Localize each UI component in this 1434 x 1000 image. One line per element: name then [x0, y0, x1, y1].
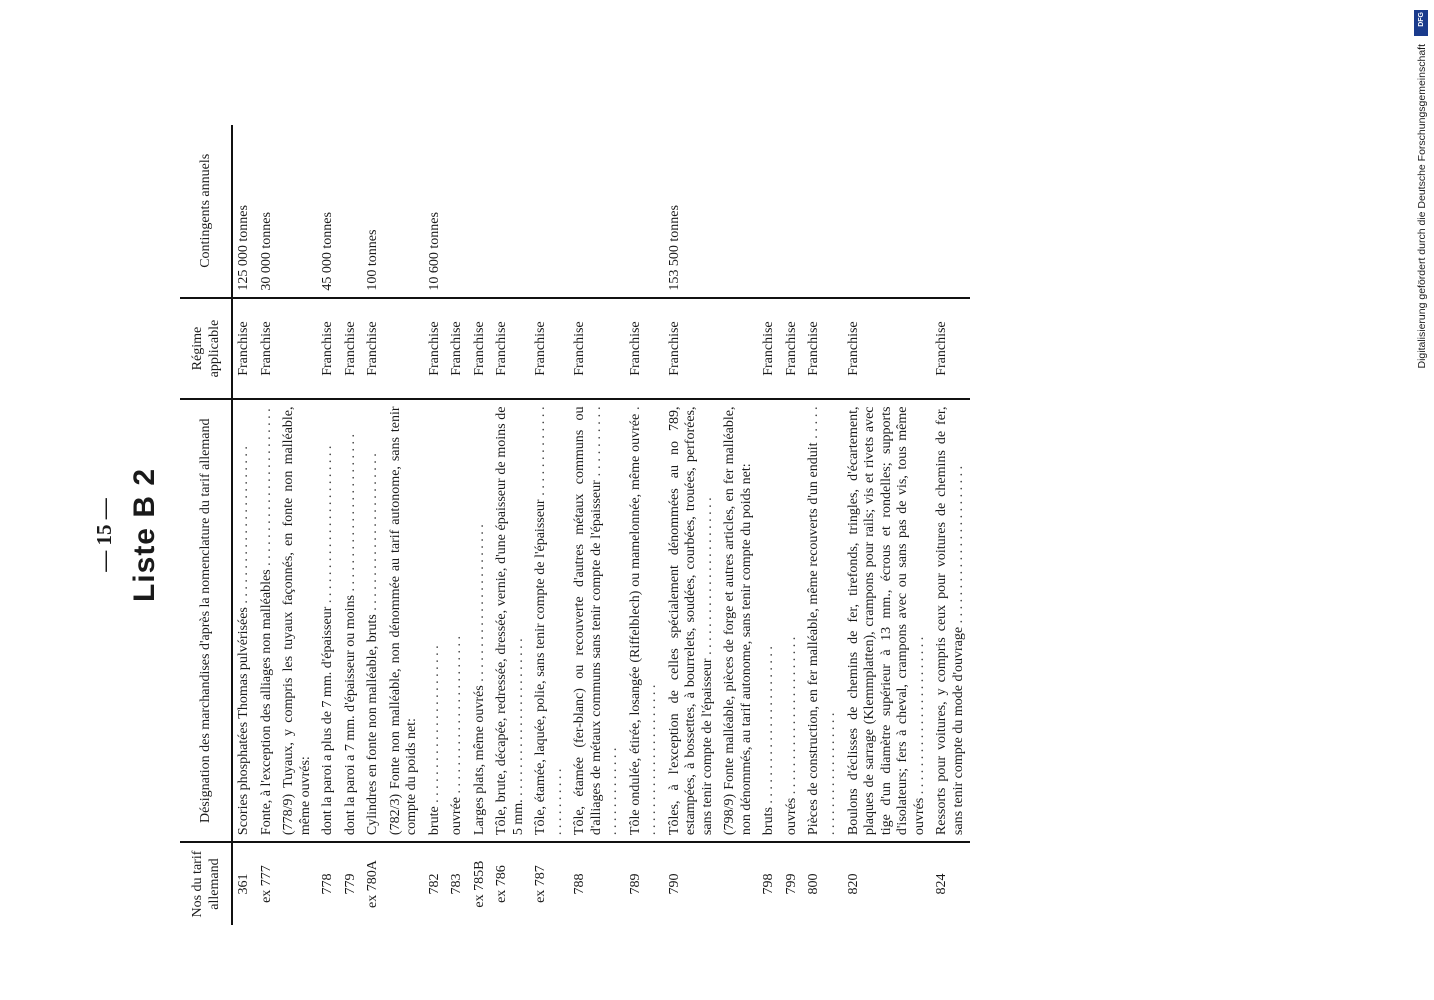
row-tariff-number: ex 787 [533, 865, 549, 903]
row-quota [491, 125, 530, 298]
table-row [256, 125, 279, 925]
row-tariff-number: ex 777 [258, 865, 274, 903]
row-designation: Tôle, brute, décapée, redressée, dressée, vernie, d'une épaisseur de moins de 5 mm. . . . [491, 399, 530, 842]
table-row [719, 125, 758, 925]
header-regime: Régime applicable [180, 298, 232, 400]
table-row [317, 125, 340, 925]
row-quota [781, 125, 804, 298]
row-tariff-number: 800 [806, 873, 822, 895]
row-quota [803, 125, 842, 298]
digitization-note: Digitalisierung gefördert durch die Deutsche Forschungsgemeinschaft [1416, 44, 1428, 369]
row-regime: Franchise [781, 298, 804, 400]
table-row [278, 125, 317, 925]
row-regime: Franchise [317, 298, 340, 400]
table-row [843, 125, 932, 925]
table-row [569, 125, 625, 925]
row-regime: Franchise [530, 298, 569, 400]
row-designation: Tôle, étamée, laquée, polie, sans tenir compte de l'épaisseur . . . [530, 399, 569, 842]
table-row [491, 125, 530, 925]
row-tariff-number [719, 842, 758, 925]
row-designation: Larges plats, même ouvrés . . . [469, 399, 492, 842]
row-tariff-number: 790 [666, 873, 682, 895]
row-tariff-number: ex 785B [471, 860, 487, 908]
row-regime: Franchise [803, 298, 842, 400]
table-row [362, 125, 385, 925]
table-row [446, 125, 469, 925]
row-quota: 100 tonnes [362, 125, 385, 298]
row-quota [931, 125, 970, 298]
row-quota [843, 125, 932, 298]
row-regime [719, 298, 758, 400]
row-quota [530, 125, 569, 298]
row-regime: Franchise [843, 298, 932, 400]
row-tariff-number: 799 [783, 873, 799, 895]
row-designation: Pièces de construction, en fer malléable, même recouverts d'un enduit . . . [803, 399, 842, 842]
row-designation: Boulons d'éclisses de chemins de fer, tirefonds, tringles, d'écartement, plaques de sarrage (Klemmplatten), crampons pour rails; vis et rivets avec tige d'un diamètre supérieur à 13 mm., écrous et rondelles; supports d'isolateurs; fers à cheval, crampons avec ou sans pas de vis, tous même ouvrés . . . [843, 399, 932, 842]
row-quota [385, 125, 424, 298]
row-designation: bruts . . . [758, 399, 781, 842]
row-designation: Fonte, à l'exception des alliages non malléables . . . [256, 399, 279, 842]
table-row [625, 125, 664, 925]
table-header-row [180, 125, 232, 925]
row-designation: ouvrée . . . [446, 399, 469, 842]
row-quota [469, 125, 492, 298]
row-regime: Franchise [625, 298, 664, 400]
header-tariff-number: Nos du tarif allemand [180, 842, 232, 925]
row-regime: Franchise [664, 298, 720, 400]
row-designation: Tôle ondulée, étirée, losangée (Riffelblech) ou mamelonnée, même ouvrée . . . [625, 399, 664, 842]
row-quota [625, 125, 664, 298]
row-tariff-number: 778 [320, 873, 336, 895]
row-regime: Franchise [758, 298, 781, 400]
table-row [931, 125, 970, 925]
row-regime [385, 298, 424, 400]
row-regime: Franchise [232, 298, 256, 400]
row-tariff-number: 783 [449, 873, 465, 895]
row-tariff-number: 782 [426, 873, 442, 895]
table-row [424, 125, 447, 925]
row-tariff-number: 779 [342, 873, 358, 895]
row-designation: Ressorts pour voitures, y compris ceux pour voitures de chemins de fer, sans tenir compte du mode d'ouvrage . . . [931, 399, 970, 842]
header-quota: Contingents annuels [180, 125, 232, 298]
row-designation: (782/3) Fonte non malléable, non dénommée au tarif autonome, sans tenir compte du poids net: [385, 399, 424, 842]
row-quota: 125 000 tonnes [232, 125, 256, 298]
row-regime: Franchise [340, 298, 363, 400]
row-regime: Franchise [362, 298, 385, 400]
row-designation: brute . . . [424, 399, 447, 842]
table-row [758, 125, 781, 925]
row-tariff-number: 361 [236, 873, 252, 895]
row-quota: 153 500 tonnes [664, 125, 720, 298]
row-quota: 45 000 tonnes [317, 125, 340, 298]
list-title: Liste B 2 [128, 467, 161, 603]
row-designation: (778/9) Tuyaux, y compris les tuyaux façonnés, en fonte non malléable, même ouvrés: [278, 399, 317, 842]
table-row [469, 125, 492, 925]
table-row [340, 125, 363, 925]
row-regime: Franchise [446, 298, 469, 400]
row-designation: Tôle, étamée (fer-blanc) ou recouverte d'autres métaux communs ou d'alliages de métaux communs sans tenir compte de l'épaisseur . . . [569, 399, 625, 842]
table-row [385, 125, 424, 925]
page-number: — 15 — [92, 498, 116, 572]
row-tariff-number: 798 [761, 873, 777, 895]
table-row [664, 125, 720, 925]
row-tariff-number [385, 842, 424, 925]
row-regime: Franchise [931, 298, 970, 400]
row-tariff-number: 788 [572, 873, 588, 895]
row-quota [758, 125, 781, 298]
table-row [803, 125, 842, 925]
row-designation: dont la paroi a 7 mm. d'épaisseur ou moins . . . [340, 399, 363, 842]
row-regime: Franchise [569, 298, 625, 400]
row-designation: dont la paroi a plus de 7 mm. d'épaisseur . . . [317, 399, 340, 842]
tariff-table [180, 125, 970, 925]
table-row [781, 125, 804, 925]
row-tariff-number: ex 786 [494, 865, 510, 903]
document-page [40, 75, 1270, 995]
row-regime: Franchise [424, 298, 447, 400]
row-tariff-number: 789 [627, 873, 643, 895]
row-quota: 10 600 tonnes [424, 125, 447, 298]
table-row [530, 125, 569, 925]
row-regime: Franchise [491, 298, 530, 400]
row-quota [340, 125, 363, 298]
row-tariff-number: 824 [934, 873, 950, 895]
table-row [232, 125, 256, 925]
row-regime: Franchise [469, 298, 492, 400]
row-designation: ouvrés . . . [781, 399, 804, 842]
row-tariff-number: 820 [845, 873, 861, 895]
header-designation: Désignation des marchandises d'après la nomenclature du tarif allemand [180, 399, 232, 842]
row-quota [278, 125, 317, 298]
row-quota [719, 125, 758, 298]
row-regime: Franchise [256, 298, 279, 400]
row-regime [278, 298, 317, 400]
row-designation: Tôles, à l'exception de celles spécialement dénommées au no 789, estampées, à bossettes, à bourrelets, soudées, courbées, trouées, perforées, sans tenir compte de l'épaisseur . . . [664, 399, 720, 842]
dfg-logo: DFG [1414, 10, 1428, 36]
row-tariff-number: ex 780A [365, 860, 381, 908]
row-quota [569, 125, 625, 298]
row-quota [446, 125, 469, 298]
row-designation: Cylindres en fonte non malléable, bruts . . . [362, 399, 385, 842]
row-designation: (798/9) Fonte malléable, pièces de forge et autres articles, en fer malléable, non dénommés, au tarif autonome, sans tenir compte du poids net: [719, 399, 758, 842]
row-tariff-number [278, 842, 317, 925]
row-designation: Scories phosphatées Thomas pulvérisées . . . [232, 399, 256, 842]
row-quota: 30 000 tonnes [256, 125, 279, 298]
